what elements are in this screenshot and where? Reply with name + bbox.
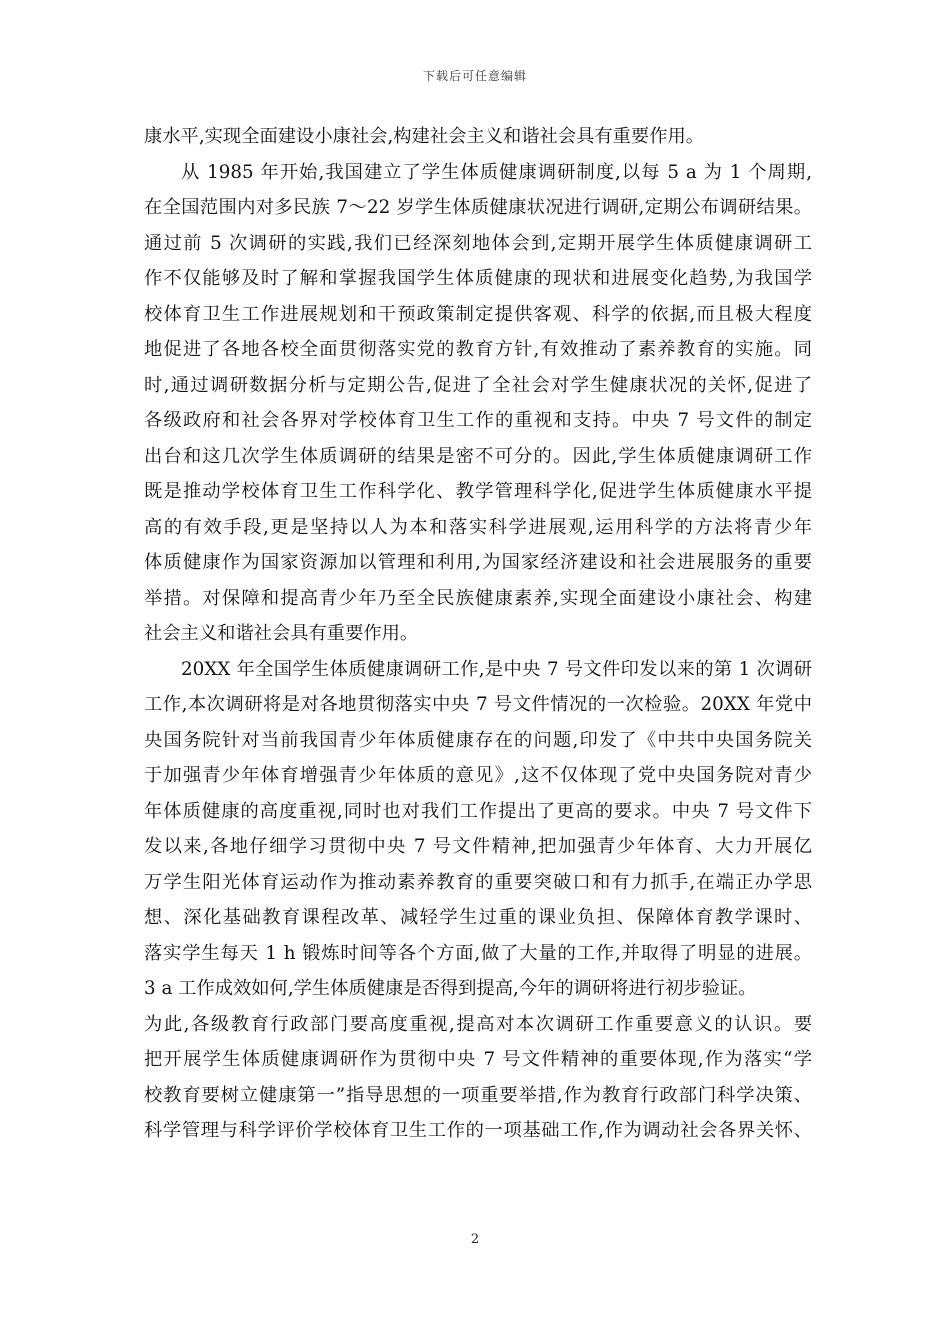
text-line: 时,通过调研数据分析与定期公告,促进了全社会对学生健康状况的关怀,促进了	[144, 374, 812, 396]
text-line: 康水平,实现全面建设小康社会,构建社会主义和谐社会具有重要作用。	[144, 126, 705, 147]
text-line: 出台和这几次学生体质调研的结果是密不可分的。因此,学生体质健康调研工作	[144, 445, 812, 467]
text-line: 体质健康作为国家资源加以管理和利用,为国家经济建设和社会进展服务的重要	[144, 552, 812, 573]
text-line: 社会主义和谐社会具有重要作用。	[144, 623, 419, 644]
text-line: 20XX 年全国学生体质健康调研工作,是中央 7 号文件印发以来的第 1 次调研	[181, 658, 812, 680]
text-line: 发以来,各地仔细学习贯彻中央 7 号文件精神,把加强青少年体育、大力开展亿	[144, 836, 812, 857]
text-line: 万学生阳光体育运动作为推动素养教育的重要突破口和有力抓手,在端正办学思	[144, 871, 812, 893]
text-line: 年体质健康的高度重视,同时也对我们工作提出了更高的要求。中央 7 号文件下	[144, 800, 812, 822]
text-line: 把开展学生体质健康调研作为贯彻中央 7 号文件精神的重要体现,作为落实“学	[144, 1049, 812, 1070]
text-line: 为此,各级教育行政部门要高度重视,提高对本次调研工作重要意义的认识。要	[144, 1013, 812, 1035]
text-line: 高的有效手段,更是坚持以人为本和落实科学进展观,运用科学的方法将青少年	[144, 516, 812, 538]
text-line: 各级政府和社会各界对学校体育卫生工作的重视和支持。中央 7 号文件的制定	[144, 410, 812, 431]
text-line: 既是推动学校体育卫生工作科学化、教学管理科学化,促进学生体质健康水平提	[144, 481, 812, 502]
text-line: 3 a 工作成效如何,学生体质健康是否得到提高,今年的调研将进行初步验证。	[144, 978, 757, 999]
text-line: 通过前 5 次调研的实践,我们已经深刻地体会到,定期开展学生体质健康调研工	[144, 232, 812, 254]
text-line: 作不仅能够及时了解和掌握我国学生体质健康的现状和进展变化趋势,为我国学	[144, 268, 812, 289]
page-header-note: 下载后可任意编辑	[422, 69, 527, 83]
text-line: 科学管理与科学评价学校体育卫生工作的一项基础工作,作为调动社会各界关怀、	[144, 1120, 812, 1141]
text-line: 校体育卫生工作进展规划和干预政策制定提供客观、科学的依据,而且极大程度	[144, 303, 812, 325]
text-line: 举措。对保障和提高青少年乃至全民族健康素养,实现全面建设小康社会、构建	[144, 587, 812, 609]
text-line: 从 1985 年开始,我国建立了学生体质健康调研制度,以每 5 a 为 1 个周期,	[181, 161, 812, 183]
text-line: 落实学生每天 1 h 锻炼时间等各个方面,做了大量的工作,并取得了明显的进展。	[144, 942, 812, 964]
text-line: 校教育要树立健康第一”指导思想的一项重要举措,作为教育行政部门科学决策、	[144, 1084, 812, 1106]
text-line: 于加强青少年体育增强青少年体质的意见》,这不仅体现了党中央国务院对青少	[144, 765, 812, 786]
document-body	[144, 119, 812, 1149]
text-line: 想、深化基础教育课程改革、减轻学生过重的课业负担、保障体育教学课时、	[144, 907, 812, 928]
text-line: 央国务院针对当前我国青少年体质健康存在的问题,印发了《中共中央国务院关	[144, 729, 812, 751]
text-line: 在全国范围内对多民族 7～22 岁学生体质健康状况进行调研,定期公布调研结果。	[144, 197, 812, 218]
text-line: 地促进了各地各校全面贯彻落实党的教育方针,有效推动了素养教育的实施。同	[144, 339, 812, 360]
page-number: 2	[470, 1232, 480, 1247]
text-line: 工作,本次调研将是对各地贯彻落实中央 7 号文件情况的一次检验。20XX 年党中	[144, 694, 812, 715]
